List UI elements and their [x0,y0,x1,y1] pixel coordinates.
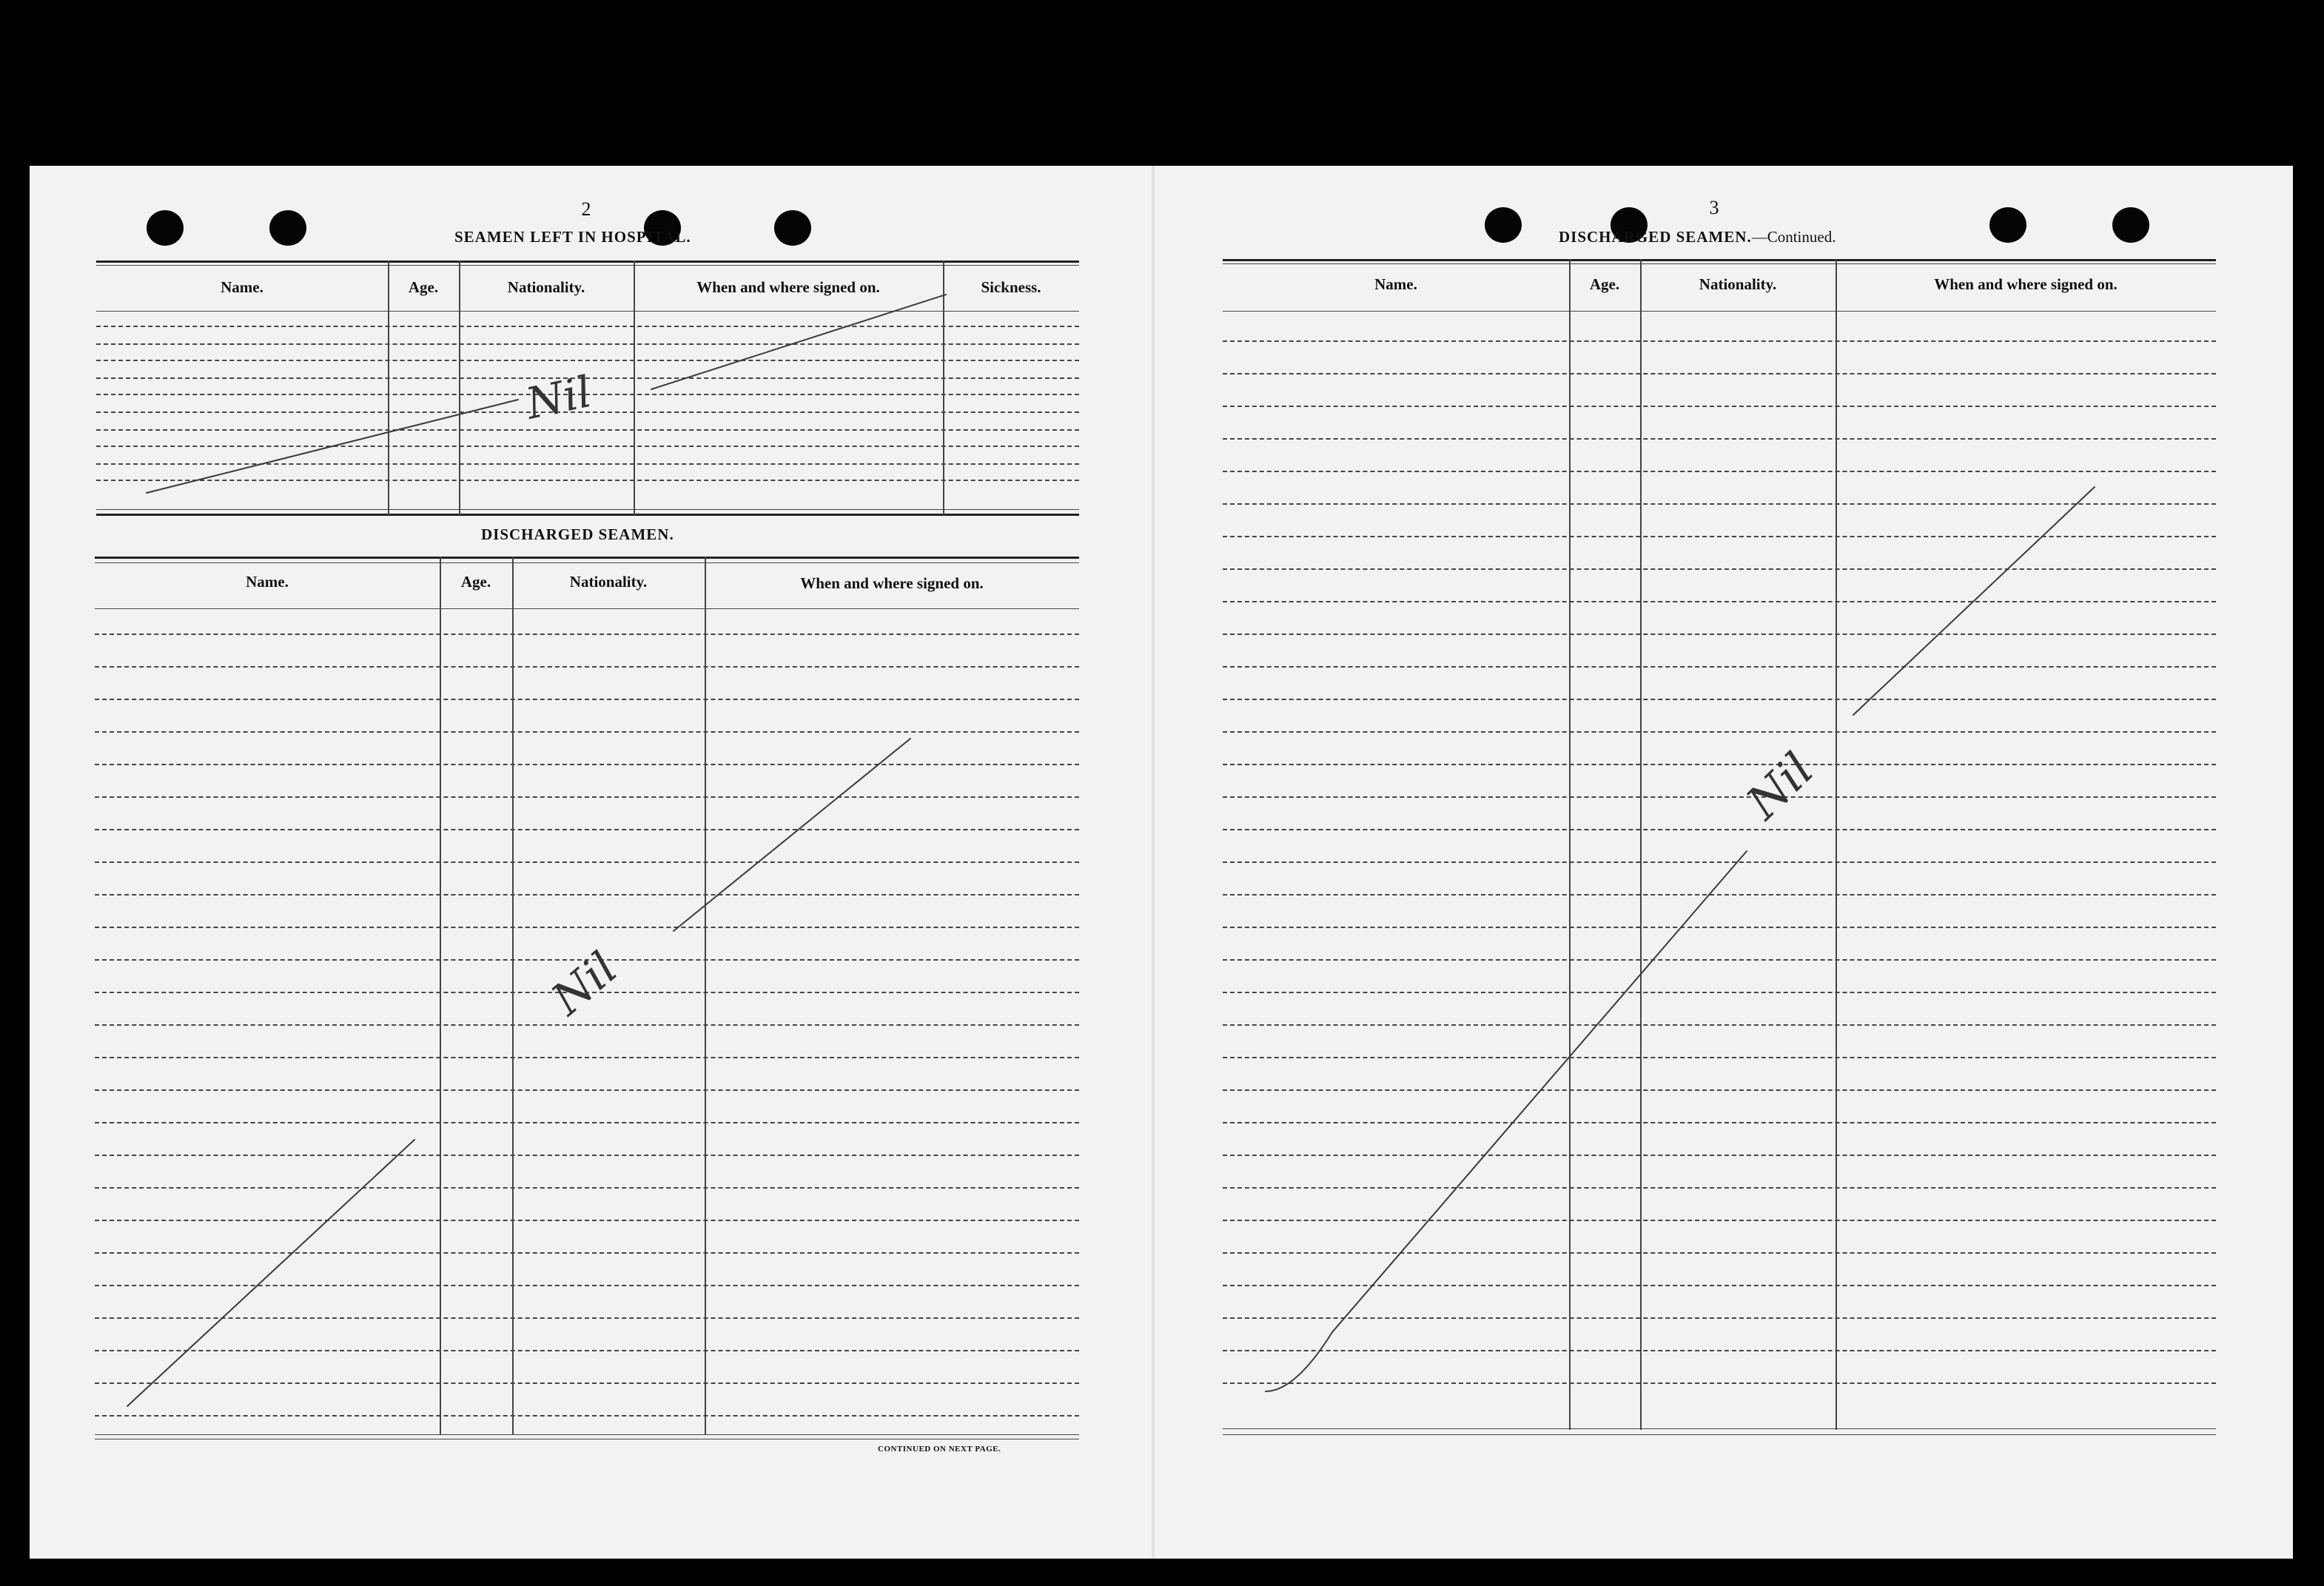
handwritten-nil: Nil [521,366,596,429]
handwritten-nil: Nil [542,942,628,1026]
column-header-nationality: Nationality. [569,573,648,591]
column-header-age: Age. [408,278,439,296]
punch-hole [1989,207,2026,243]
discharged-table-left [95,557,1079,1445]
column-header-signed-on: When and where signed on. [1934,275,2118,293]
continued-footnote: CONTINUED ON NEXT PAGE. [878,1445,1001,1454]
column-header-signed-on: When and where signed on. [800,574,984,592]
discharged-table-right [1223,259,2216,1440]
discharged-title-text: DISCHARGED SEAMEN. [1559,228,1752,246]
column-header-name: Name. [221,278,263,296]
column-header-sickness: Sickness. [981,278,1041,296]
punch-hole [147,210,184,246]
punch-hole [1485,207,1522,243]
column-header-signed-on: When and where signed on. [696,278,880,296]
punch-hole [2112,207,2149,243]
column-header-age: Age. [460,573,491,591]
column-header-nationality: Nationality. [1699,275,1777,293]
column-header-name: Name. [1374,275,1417,293]
column-header-age: Age. [1589,275,1620,293]
punch-hole [774,210,811,246]
punch-hole [269,210,306,246]
column-header-nationality: Nationality. [507,278,585,296]
center-fold [1152,166,1155,1559]
discharged-continued-title [1559,228,1836,246]
page-number-right: 3 [1709,197,1719,218]
column-header-name: Name. [246,573,289,591]
discharged-section-title: DISCHARGED SEAMEN. [481,525,674,543]
hospital-table [96,261,1079,515]
handwritten-nil: Nil [1736,742,1824,830]
page-number-left: 2 [581,198,591,220]
hospital-section-title: SEAMEN LEFT IN HOSPITAL. [454,228,691,246]
continued-suffix: —Continued. [1751,228,1836,246]
